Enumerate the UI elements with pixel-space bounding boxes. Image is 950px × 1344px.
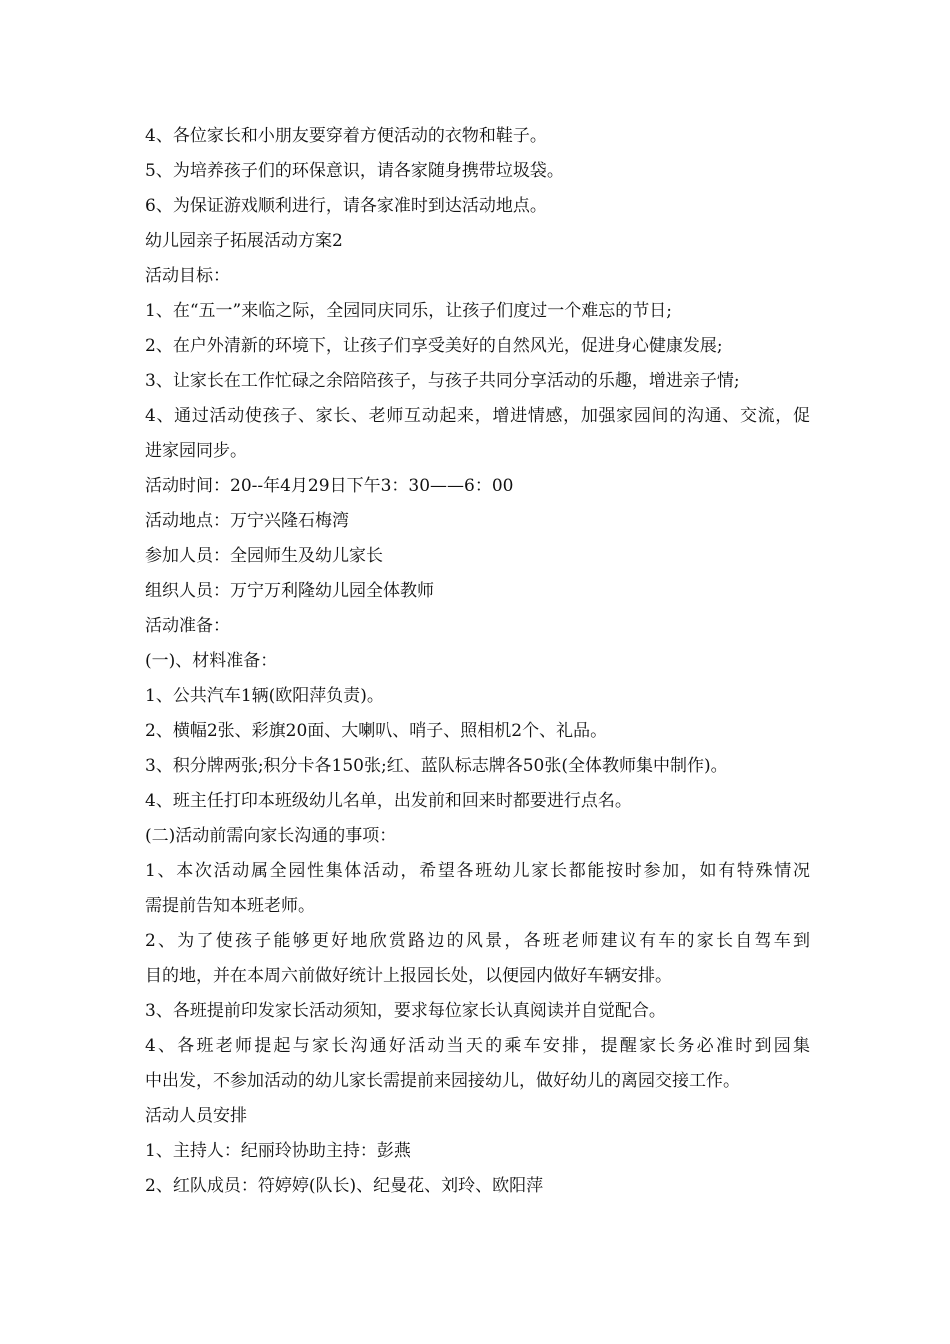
text-line: 6、为保证游戏顺利进行，请各家准时到达活动地点。: [145, 196, 547, 216]
section-title: 幼儿园亲子拓展活动方案2: [145, 231, 343, 251]
text-line: 活动地点：万宁兴隆石梅湾: [145, 511, 349, 531]
text-line: 参加人员：全园师生及幼儿家长: [145, 546, 383, 566]
text-line: 2、在户外清新的环境下，让孩子们享受美好的自然风光，促进身心健康发展;: [145, 336, 723, 356]
text-line: 1、公共汽车1辆(欧阳萍负责)。: [145, 686, 384, 706]
text-line: 需提前告知本班老师。: [145, 896, 315, 916]
text-line: 4、班主任打印本班级幼儿名单，出发前和回来时都要进行点名。: [145, 791, 632, 811]
section-heading: 活动人员安排: [145, 1106, 247, 1126]
text-line: 5、为培养孩子们的环保意识，请各家随身携带垃圾袋。: [145, 161, 564, 181]
subsection-heading: (一)、材料准备：: [145, 651, 278, 671]
text-line: 1、本次活动属全园性集体活动，希望各班幼儿家长都能按时参加，如有特殊情况: [145, 861, 810, 881]
section-heading: 活动准备：: [145, 616, 230, 636]
text-line: 3、各班提前印发家长活动须知，要求每位家长认真阅读并自觉配合。: [145, 1001, 666, 1021]
text-line: 目的地，并在本周六前做好统计上报园长处，以便园内做好车辆安排。: [145, 966, 672, 986]
document-body: [145, 119, 810, 1204]
text-line: 4、通过活动使孩子、家长、老师互动起来，增进情感，加强家园间的沟通、交流，促: [145, 406, 810, 426]
text-line: 2、为了使孩子能够更好地欣赏路边的风景，各班老师建议有车的家长自驾车到: [145, 931, 810, 951]
text-line: 3、让家长在工作忙碌之余陪陪孩子，与孩子共同分享活动的乐趣，增进亲子情;: [145, 371, 740, 391]
text-line: 活动时间：20--年4月29日下午3：30——6：00: [145, 476, 514, 496]
text-line: 2、红队成员：符婷婷(队长)、纪曼花、刘玲、欧阳萍: [145, 1176, 544, 1196]
section-heading: 活动目标：: [145, 266, 230, 286]
text-line: 进家园同步。: [145, 441, 247, 461]
text-line: 2、横幅2张、彩旗20面、大喇叭、哨子、照相机2个、礼品。: [145, 721, 608, 741]
text-line: 中出发，不参加活动的幼儿家长需提前来园接幼儿，做好幼儿的离园交接工作。: [145, 1071, 740, 1091]
text-line: 组织人员：万宁万利隆幼儿园全体教师: [145, 581, 434, 601]
text-line: 4、各班老师提起与家长沟通好活动当天的乘车安排，提醒家长务必准时到园集: [145, 1036, 810, 1056]
subsection-heading: (二)活动前需向家长沟通的事项：: [145, 826, 397, 846]
text-line: 1、在“五一”来临之际，全园同庆同乐，让孩子们度过一个难忘的节日;: [145, 301, 672, 321]
text-line: 1、主持人：纪丽玲协助主持：彭燕: [145, 1141, 411, 1161]
text-line: 4、各位家长和小朋友要穿着方便活动的衣物和鞋子。: [145, 126, 547, 146]
text-line: 3、积分牌两张;积分卡各150张;红、蓝队标志牌各50张(全体教师集中制作)。: [145, 756, 728, 776]
